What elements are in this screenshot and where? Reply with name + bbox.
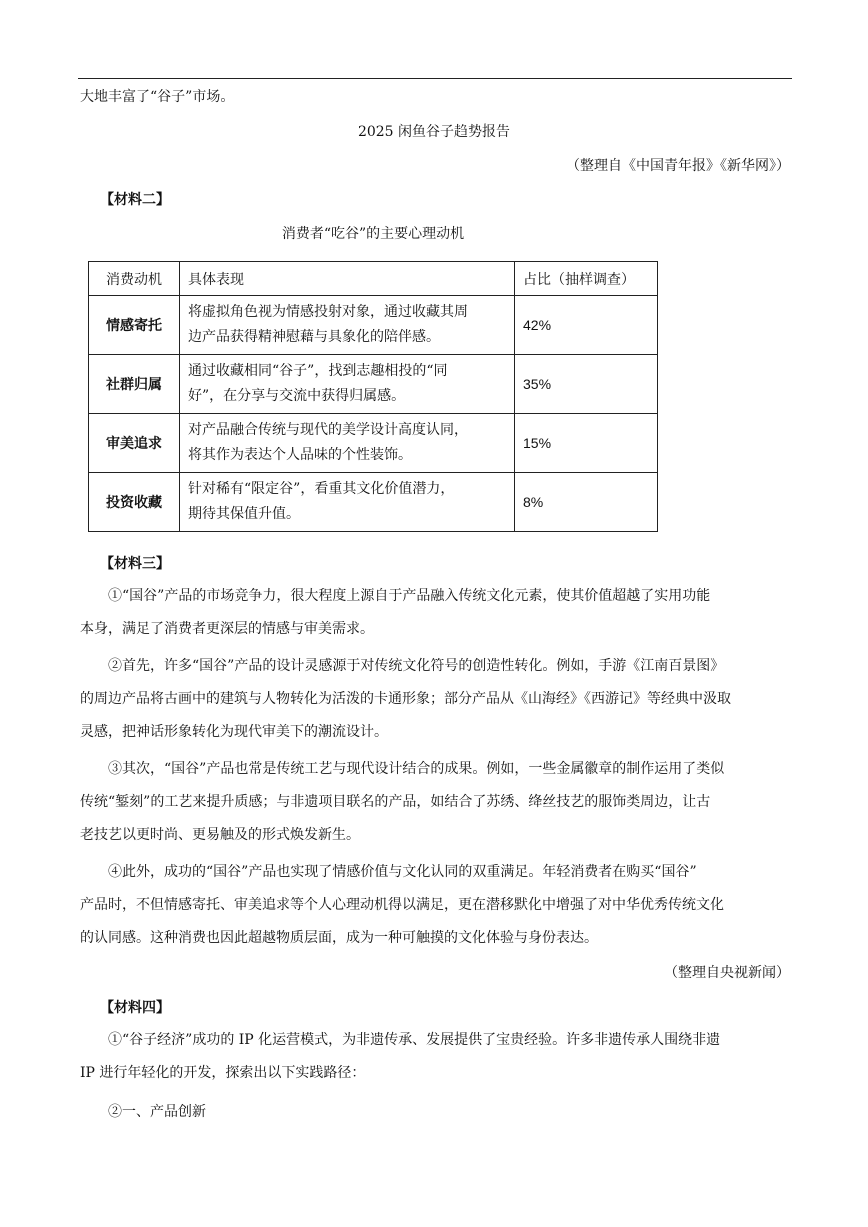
material2-heading: 【材料二】: [100, 192, 170, 208]
motive-cell: 社群归属: [89, 355, 180, 414]
header-rule: [78, 78, 792, 79]
share-cell: 8%: [515, 473, 658, 532]
motive-cell: 情感寄托: [89, 296, 180, 355]
material4-paragraph-2: ②一、产品创新: [108, 1104, 206, 1120]
text-line: 传统“錾刻”的工艺来提升质感；与非遗项目联名的产品，如结合了苏绣、绛丝技艺的服饰类周边，让古: [80, 794, 711, 810]
desc-line: 好”，在分享与交流中获得归属感。: [188, 388, 406, 404]
header-desc: 具体表现: [180, 262, 515, 296]
desc-cell: [180, 473, 515, 532]
table-title: 消费者“吃谷”的主要心理动机: [281, 226, 465, 242]
text-line: 产品时，不但情感寄托、审美追求等个人心理动机得以满足，更在潜移默化中增强了对中华优秀传统文化: [80, 897, 724, 913]
text-line: 老技艺以更时尚、更易触及的形式焕发新生。: [80, 827, 360, 843]
material3-heading: 【材料三】: [100, 556, 170, 572]
material3-paragraph-4: [80, 856, 792, 955]
text-line: 的认同感。这种消费也因此超越物质层面，成为一种可触摸的文化体验与身份表达。: [80, 930, 598, 946]
report-title: 2025 闲鱼谷子趋势报告: [357, 124, 511, 140]
motive-cell: 投资收藏: [89, 473, 180, 532]
desc-cell: [180, 355, 515, 414]
material3-paragraph-3: [80, 753, 792, 852]
text-line: ①“国谷”产品的市场竞争力，很大程度上源自于产品融入传统文化元素，使其价值超越了实用功能: [108, 588, 711, 604]
motive-cell: 审美追求: [89, 414, 180, 473]
header-motive: 消费动机: [89, 262, 180, 296]
material3-paragraph-1: [80, 580, 792, 646]
table-header-row: [89, 262, 658, 296]
material3-paragraph-2: [80, 650, 792, 749]
desc-cell: [180, 414, 515, 473]
share-cell: 42%: [515, 296, 658, 355]
text-line: ④此外，成功的“国谷”产品也实现了情感价值与文化认同的双重满足。年轻消费者在购买“国谷”: [108, 864, 697, 880]
material4-paragraph-1: [80, 1024, 792, 1090]
table-row: [89, 414, 658, 473]
source-note-1: （整理自《中国青年报》《新华网》）: [566, 158, 790, 174]
text-line: 本身，满足了消费者更深层的情感与审美需求。: [80, 621, 374, 637]
table-row: [89, 473, 658, 532]
table-row: [89, 355, 658, 414]
text-line: ③其次，“国谷”产品也常是传统工艺与现代设计结合的成果。例如，一些金属徽章的制作运用了类似: [108, 761, 725, 777]
desc-cell: [180, 296, 515, 355]
desc-line: 针对稀有“限定谷”，看重其文化价值潜力，: [188, 481, 455, 497]
source-note-3: （整理自央视新闻）: [664, 965, 790, 981]
table-row: [89, 296, 658, 355]
share-cell: 15%: [515, 414, 658, 473]
text-line: ①“谷子经济”成功的 IP 化运营模式，为非遗传承、发展提供了宝贵经验。许多非遗传承人围绕非遗: [108, 1032, 721, 1048]
text-line: 灵感，把神话形象转化为现代审美下的潮流设计。: [80, 724, 388, 740]
desc-line: 通过收藏相同“谷子”，找到志趣相投的“同: [188, 363, 448, 379]
desc-line: 对产品融合传统与现代的美学设计高度认同，: [188, 422, 468, 438]
desc-line: 边产品获得精神慰藉与具象化的陪伴感。: [188, 329, 440, 345]
motives-table: [88, 261, 658, 532]
text-line: IP 进行年轻化的开发，探索出以下实践路径：: [80, 1065, 366, 1081]
intro-line: 大地丰富了“谷子”市场。: [80, 89, 235, 105]
desc-line: 将其作为表达个人品味的个性装饰。: [188, 447, 412, 463]
desc-line: 期待其保值升值。: [188, 506, 300, 522]
material4-heading: 【材料四】: [100, 1000, 170, 1016]
text-line: ②首先，许多“国谷”产品的设计灵感源于对传统文化符号的创造性转化。例如，手游《江南百景图》: [108, 658, 725, 674]
header-share: 占比（抽样调查）: [515, 262, 658, 296]
text-line: 的周边产品将古画中的建筑与人物转化为活泼的卡通形象；部分产品从《山海经》《西游记》等经典中汲取: [80, 691, 731, 707]
share-cell: 35%: [515, 355, 658, 414]
desc-line: 将虚拟角色视为情感投射对象，通过收藏其周: [188, 304, 468, 320]
